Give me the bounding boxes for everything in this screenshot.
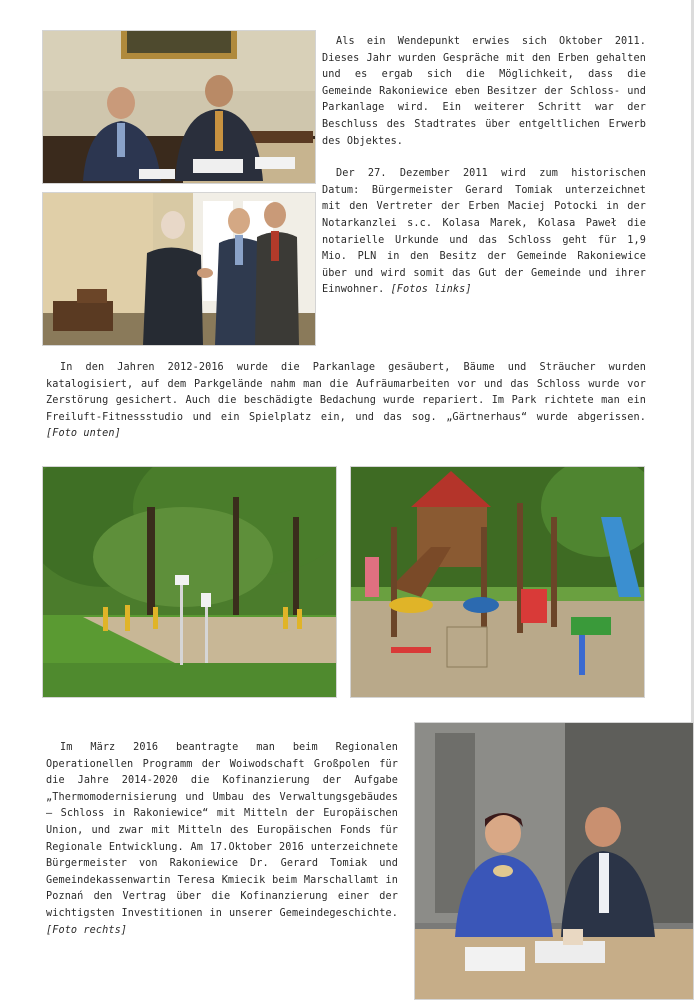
photo-outdoor-fitness-image (43, 467, 336, 697)
photo-playground-image (351, 467, 644, 697)
photo-contract-signing-image (415, 723, 693, 999)
middle-text-block (46, 360, 646, 443)
photo-playground (350, 466, 645, 698)
caption-photo-right: [Foto rechts] (46, 924, 128, 936)
photo-signing-meeting (42, 30, 316, 184)
caption-photo-below: [Foto unten] (46, 428, 121, 440)
paragraph-park-works (46, 360, 646, 443)
paragraph-historic-date (322, 166, 646, 299)
photo-contract-signing (414, 722, 694, 1000)
caption-photos-left: [Fotos links] (390, 284, 472, 296)
photo-handshake (42, 192, 316, 346)
park-works-text: In den Jahren 2012-2016 wurde die Parkanlage gesäubert, Bäume und Sträucher wurden katalogisiert, auf dem Parkgelände nahm man die Aufräumarbeiten vor und das Schloss wurde vor Zerstörung gesichert. Auch die beschädigte Bedachung wurde repariert. Im Park richtete man ein Freiluft-Fitnessstudio und ein Spielplatz ein, und das sog. „Gärtnerhaus“ wurde abgerissen. (46, 362, 646, 423)
photo-signing-meeting-image (43, 31, 315, 183)
top-text-block (322, 34, 646, 299)
cofinancing-text: Im März 2016 beantragte man beim Regionalen Operationellen Programm der Woiwodschaft Großpolen für die Jahre 2014-2020 die Kofinanzierung der Aufgabe „Thermomodernisierung und Umbau des Verwaltungsgebäudes – Schloss in Rakoniewice“ mit Mitteln der Europäischen Union, und zwar mit Mitteln des Europäischen Fonds für Regionale Entwicklung. Am 17.Oktober 2016 unterzeichnete Bürgermeister von Rakoniewice Dr. Gerard Tomiak und Gemeindekassenwartin Teresa Kmiecik beim Marschallamt in Poznań den Vertrag über die Kofinanzierung einer der wichtigsten Investitionen in unserer Gemeindegeschichte. (46, 742, 398, 919)
historic-date-text: Der 27. Dezember 2011 wird zum historischen Datum: Bürgermeister Gerard Tomiak unterzeichnet mit den Vertreter der Erben Maciej Potocki in der Notarkanzlei s.c. Kolasa Marek, Kolasa Paweł die notarielle Urkunde und das Schloss geht für 1,9 Mio. PLN in den Besitz der Gemeinde Rakoniewice über und wird somit das Gut der Gemeinde und ihrer Einwohner. (322, 168, 646, 296)
paragraph-turning-point: Als ein Wendepunkt erwies sich Oktober 2011. Dieses Jahr wurden Gespräche mit den Erben gehalten und es ergab sich die Möglichkeit, dass die Gemeinde Rakoniewice eben Besitzer der Schloss- und Parkanlage wird. Ein weiterer Schritt war der Beschluss des Stadtrates über entgeltlichen Erwerb des Objektes. (322, 36, 646, 147)
paragraph-cofinancing (46, 740, 398, 939)
photo-outdoor-fitness (42, 466, 337, 698)
photo-handshake-image (43, 193, 315, 345)
bottom-text-block (46, 740, 398, 939)
